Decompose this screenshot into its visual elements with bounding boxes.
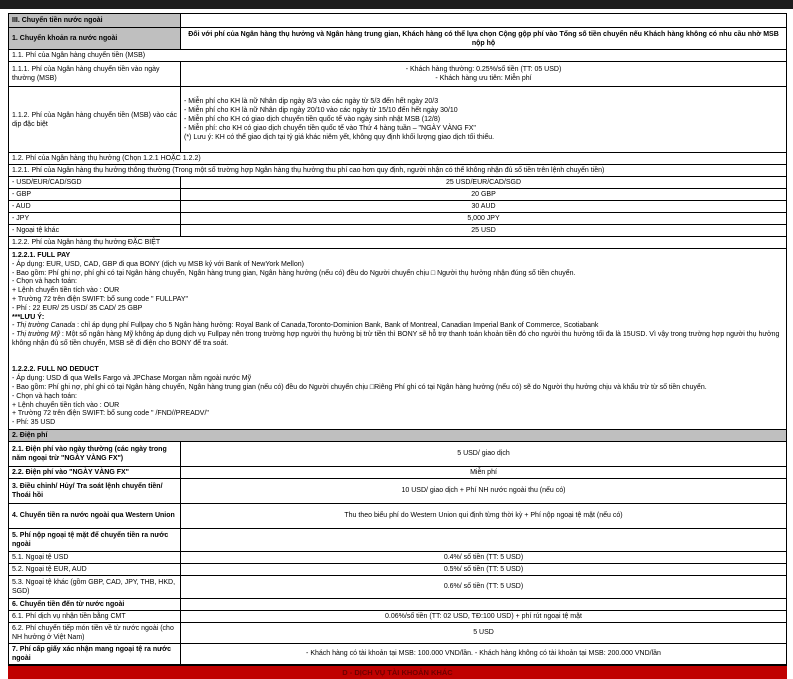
row-1-2 bbox=[9, 153, 786, 165]
row-value-cell bbox=[181, 529, 786, 551]
text-line: 0.4%/ số tiền (TT: 5 USD) bbox=[443, 553, 524, 561]
row-label-cell: 1. Chuyển khoản ra nước ngoài bbox=[9, 28, 181, 49]
row-label-cell: 6. Chuyển tiền đến từ nước ngoài bbox=[9, 599, 181, 610]
row-6-1 bbox=[9, 611, 786, 623]
text-line: - Khách hàng ưu tiên: Miễn phí bbox=[435, 75, 532, 82]
row-value-cell bbox=[181, 552, 786, 563]
row-value-cell bbox=[181, 28, 786, 49]
text-line: + Trường 72 trên điện SWIFT: bổ sung code " /FND//PREADV/" bbox=[12, 410, 209, 418]
row-1-1-2 bbox=[9, 87, 786, 153]
text-line: 5 USD/ giao dịch bbox=[457, 450, 510, 458]
row-1-2-2 bbox=[9, 237, 786, 249]
row-label-cell: 6.1. Phí dịch vụ nhận tiền bằng CMT bbox=[9, 611, 181, 622]
text-line: - Phí : 22 EUR/ 25 USD/ 35 CAD/ 25 GBP bbox=[12, 304, 143, 312]
row-paragraph-cell bbox=[9, 249, 786, 429]
row-5-3 bbox=[9, 576, 786, 599]
text-line: 0.6%/ số tiền (TT: 5 USD) bbox=[443, 583, 524, 591]
text-line: 1.2.2.2. FULL NO DEDUCT bbox=[12, 366, 99, 374]
row-span-cell: 2. Điện phí bbox=[12, 431, 48, 439]
text-line: Miễn phí bbox=[470, 468, 497, 476]
row-label-cell: 5. Phí nộp ngoại tệ mặt để chuyển tiền ra nước ngoài bbox=[9, 529, 181, 551]
section-iii-header-row bbox=[9, 14, 786, 28]
row-6-2 bbox=[9, 623, 786, 644]
row-value-cell bbox=[181, 442, 786, 466]
row-label-cell: 6.2. Phí chuyển tiếp món tiền về từ nước ngoài (cho NH hưởng ở Việt Nam) bbox=[9, 623, 181, 643]
row-span-cell: 1.2. Phí của Ngân hàng thụ hưởng (Chọn 1.2.1 HOẶC 1.2.2) bbox=[12, 155, 201, 162]
row-span-cell: 1.1. Phí của Ngân hàng chuyển tiền (MSB) bbox=[12, 52, 146, 59]
row-2-2 bbox=[9, 467, 786, 479]
text-line: (*) Lưu ý: KH có thể giao dịch tại tỷ giá khác niêm yết, không quy định khối lượng giao dịch tối thiểu. bbox=[184, 134, 495, 141]
text-line: Đối với phí của Ngân hàng thụ hưởng và Ngân hàng trung gian, Khách hàng có thể lựa chọn Cộng gộp phí vào Tổng số tiền chuyển nếu Khách hàng không có nhu cầu nhờ MSB nộp hộ bbox=[188, 30, 779, 47]
row-fullpay-fullnodeduct bbox=[9, 249, 786, 430]
text-line: 10 USD/ giao dịch + Phí NH nước ngoài thu (nếu có) bbox=[401, 487, 566, 495]
row-value-cell bbox=[181, 213, 786, 224]
row-6 bbox=[9, 599, 786, 611]
text-line: 25 USD bbox=[471, 227, 496, 234]
row-value-cell bbox=[181, 201, 786, 212]
text-line bbox=[12, 358, 783, 367]
row-5-2 bbox=[9, 564, 786, 576]
row-value-cell bbox=[181, 62, 786, 86]
text-line: 20 GBP bbox=[471, 191, 496, 198]
row-value-cell bbox=[181, 467, 786, 478]
text-line: + Lệnh chuyển tiền tích vào : OUR bbox=[12, 401, 120, 409]
row-value-cell bbox=[181, 87, 786, 152]
section-d-banner bbox=[8, 666, 787, 679]
text-line: - Miễn phí: cho KH có giao dịch chuyển tiền quốc tế vào Thứ 4 hàng tuần – "NGÀY VÀNG FX" bbox=[184, 125, 476, 132]
row-label-cell: 1.1.2. Phí của Ngân hàng chuyển tiền (MSB) vào các dịp đặc biệt bbox=[9, 87, 181, 152]
row-label-cell: - Ngoại tệ khác bbox=[9, 225, 181, 236]
row-value-cell bbox=[181, 189, 786, 200]
section-d-banner-label: D - DỊCH VỤ TÀI KHOẢN KHÁC bbox=[342, 667, 453, 677]
row-label-cell: 4. Chuyển tiền ra nước ngoài qua Western Union bbox=[9, 504, 181, 528]
text-line: + Trường 72 trên điện SWIFT: bổ sung code " FULLPAY" bbox=[12, 295, 189, 303]
fee-row-usd-eur-cad-sgd bbox=[9, 177, 786, 189]
text-line: - Khách hàng thường: 0.25%/số tiền (TT: 05 USD) bbox=[405, 66, 562, 73]
row-label-cell: 2.2. Điện phí vào "NGÀY VÀNG FX" bbox=[9, 467, 181, 478]
row-value-cell bbox=[181, 177, 786, 188]
text-line: 1.2.2.1. FULL PAY bbox=[12, 252, 71, 259]
text-line: 30 AUD bbox=[471, 203, 496, 210]
row-7 bbox=[9, 644, 786, 665]
row-value-cell bbox=[181, 14, 786, 27]
section-2-header-row bbox=[9, 430, 786, 442]
text-line: 0.06%/số tiền (TT: 02 USD, TĐ:100 USD) + phí rút ngoại tệ mặt bbox=[385, 612, 582, 620]
text-line: 5 USD bbox=[473, 629, 494, 637]
row-label-cell: - GBP bbox=[9, 189, 181, 200]
text-line: - Thị trường Canada : chỉ áp dụng phí Fullpay cho 5 Ngân hàng hưởng: Royal Bank of Canada,Toronto-Dominion Bank, Bank of Montreal, Canadian Imperial Bank of Commerce, Scotiabank bbox=[12, 322, 599, 330]
row-label-cell: - USD/EUR/CAD/SGD bbox=[9, 177, 181, 188]
fee-row-gbp bbox=[9, 189, 786, 201]
top-dark-bar bbox=[0, 0, 793, 9]
row-label-cell: 3. Điều chỉnh/ Hủy/ Tra soát lệnh chuyển tiền/ Thoái hồi bbox=[9, 479, 181, 503]
row-label-cell: 5.1. Ngoại tệ USD bbox=[9, 552, 181, 563]
text-line: Thu theo biểu phí do Western Union qui định từng thời kỳ + Phí nộp ngoại tệ mặt (nếu có) bbox=[344, 512, 623, 520]
row-label-cell: 2.1. Điện phí vào ngày thường (các ngày trong năm ngoại trừ "NGÀY VÀNG FX") bbox=[9, 442, 181, 466]
text-line: + Lệnh chuyển tiền tích vào : OUR bbox=[12, 287, 120, 295]
row-value-cell bbox=[181, 504, 786, 528]
row-label-cell: 5.3. Ngoại tệ khác (gồm GBP, CAD, JPY, THB, HKD, SGD) bbox=[9, 576, 181, 598]
row-4-western-union bbox=[9, 504, 786, 529]
fee-table bbox=[8, 13, 787, 666]
row-span-cell: 1.2.1. Phí của Ngân hàng thụ hưởng thông thường (Trong một số trường hợp Ngân hàng thụ hưởng thu phí cao hơn quy định, người nhận có thể không nhận đủ số tiền trên lệnh chuyển tiền) bbox=[12, 167, 605, 174]
row-2-1 bbox=[9, 442, 786, 467]
row-label-cell: 1.1.1. Phí của Ngân hàng chuyển tiền vào ngày thường (MSB) bbox=[9, 62, 181, 86]
text-line: - Khách hàng có tài khoản tại MSB: 100.000 VND/lần. - Khách hàng không có tài khoản tại MSB: 200.000 VND/lần bbox=[306, 650, 661, 658]
fee-row-ngoai-te-khac bbox=[9, 225, 786, 237]
text-line: - Chọn và hạch toán: bbox=[12, 278, 77, 286]
text-line: - Bao gồm: Phí ghi nợ, phí ghi có tại Ngân hàng chuyển, Ngân hàng trung gian (nếu có) đều do Người chuyển chịu □Riêng Phí ghi có tại Ngân hàng hưởng (nếu có) sẽ do Người thụ hưởng chịu và khấu trừ từ số tiền chuyển. bbox=[12, 383, 707, 391]
row-label-cell: III. Chuyển tiền nước ngoài bbox=[9, 14, 181, 27]
row-1-1 bbox=[9, 50, 786, 62]
text-line: - Áp dụng: USD đi qua Wells Fargo và JPChase Morgan nằm ngoài nước Mỹ bbox=[12, 375, 252, 383]
text-line: - Bao gồm: Phí ghi nợ, phí ghi có tại Ngân hàng chuyển, Ngân hàng trung gian, Ngân hàng hưởng (nếu có) đều do Người chuyển chịu □ Người thụ hưởng nhận đúng số tiền chuyển. bbox=[12, 269, 576, 277]
row-1-chuyen-khoan bbox=[9, 28, 786, 50]
row-value-cell bbox=[181, 599, 786, 610]
row-value-cell bbox=[181, 576, 786, 598]
row-value-cell bbox=[181, 623, 786, 643]
row-value-cell bbox=[181, 479, 786, 503]
row-5-1 bbox=[9, 552, 786, 564]
text-line: - Miễn phí cho KH có giao dịch chuyển tiền quốc tế vào ngày sinh nhật MSB (12/8) bbox=[184, 116, 441, 123]
text-line: - Chọn và hạch toán: bbox=[12, 392, 77, 400]
text-line: - Phí: 35 USD bbox=[12, 419, 56, 427]
row-1-1-1 bbox=[9, 62, 786, 87]
fee-row-jpy bbox=[9, 213, 786, 225]
row-label-cell: 7. Phí cấp giấy xác nhận mang ngoại tệ ra nước ngoài bbox=[9, 644, 181, 664]
text-line: - Miễn phí cho KH là nữ Nhân dịp ngày 20/10 vào các ngày từ 15/10 đến hết ngày 30/10 bbox=[184, 107, 458, 114]
row-span-cell: 1.2.2. Phí của Ngân hàng thụ hưởng ĐẶC BIỆT bbox=[12, 239, 161, 246]
text-line: - Áp dụng: EUR, USD, CAD, GBP đi qua BONY (dịch vụ MSB ký với Bank of NewYork Mellon) bbox=[12, 260, 304, 268]
row-3 bbox=[9, 479, 786, 504]
row-value-cell bbox=[181, 611, 786, 622]
text-line: 25 USD/EUR/CAD/SGD bbox=[445, 179, 522, 186]
text-line: - Miễn phí cho KH là nữ Nhân dịp ngày 8/3 vào các ngày từ 5/3 đến hết ngày 20/3 bbox=[184, 98, 439, 105]
row-value-cell bbox=[181, 564, 786, 575]
fee-row-aud bbox=[9, 201, 786, 213]
row-label-cell: 5.2. Ngoại tệ EUR, AUD bbox=[9, 564, 181, 575]
text-line bbox=[12, 349, 783, 358]
row-1-2-1 bbox=[9, 165, 786, 177]
text-line: - Thị trường Mỹ : Một số ngân hàng Mỹ không áp dụng dịch vụ Fullpay nên trong trường hợp người thụ hưởng bị trừ tiền thì BONY sẽ hỗ trợ thanh toán khoản tiền đó cho người thu hưởng tối đa là 15USD. Vì vậy trong trường hợp người thụ hưởng không nhận đủ số tiền chuyển, MSB sẽ đi điện cho BONY để tra soát. bbox=[12, 331, 780, 347]
row-5 bbox=[9, 529, 786, 552]
row-label-cell: - JPY bbox=[9, 213, 181, 224]
text-line: ***LƯU Ý: bbox=[12, 313, 45, 321]
text-line: 5,000 JPY bbox=[467, 215, 500, 222]
row-value-cell bbox=[181, 225, 786, 236]
row-label-cell: - AUD bbox=[9, 201, 181, 212]
text-line: 0.5%/ số tiền (TT: 5 USD) bbox=[443, 565, 524, 573]
